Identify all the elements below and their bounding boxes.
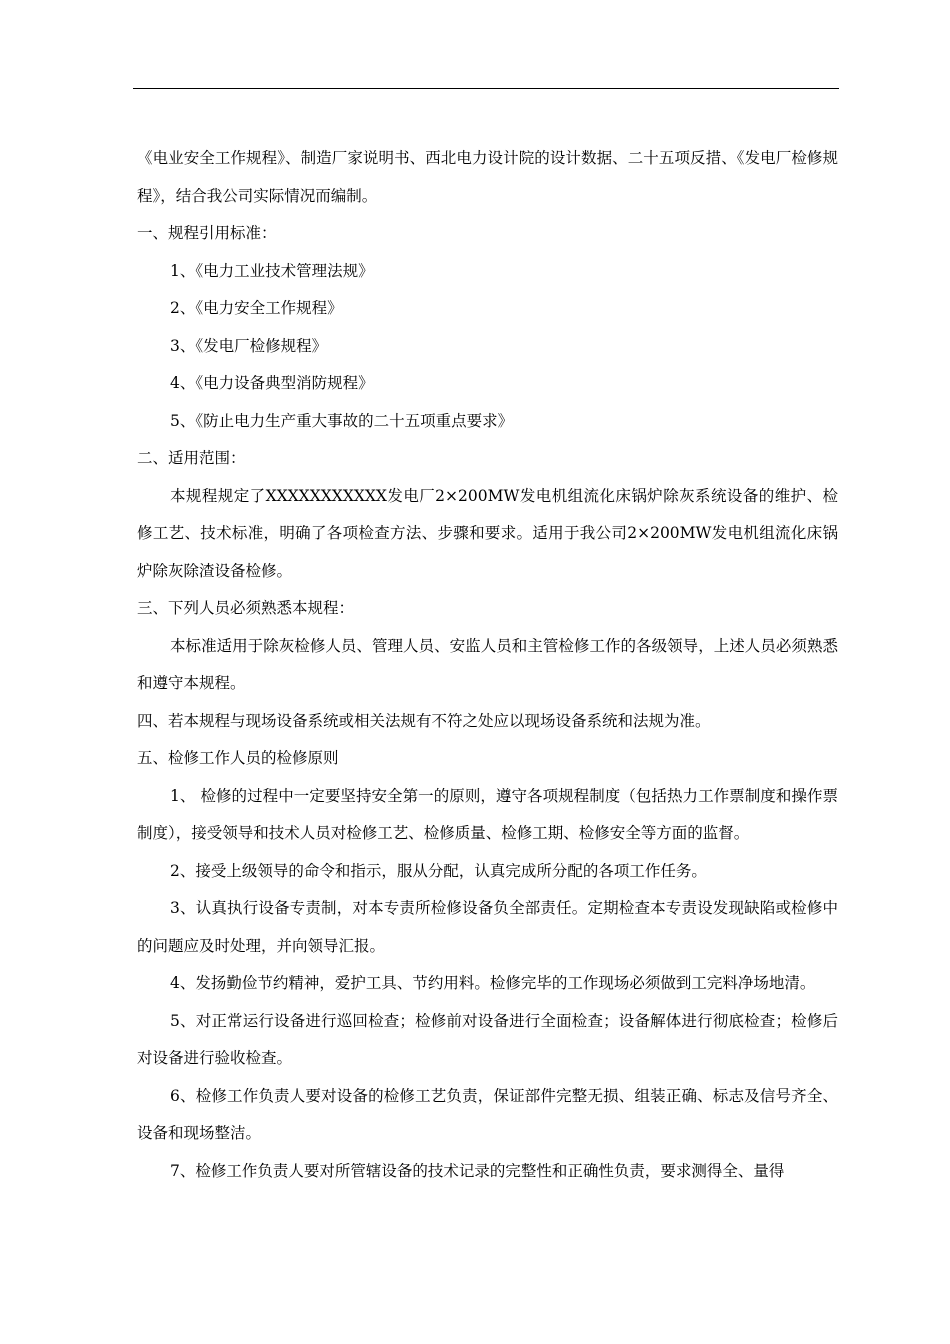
section-heading: 二、适用范围： <box>137 449 246 467</box>
section-heading: 一、规程引用标准： <box>137 224 277 242</box>
paragraph: 本规程规定了XXXXXXXXXXX发电厂2×200MW发电机组流化床锅炉除灰系统设备的维护、检修工艺、技术标准，明确了各项检查方法、步骤和要求。适用于我公司2×200MW发电机组流化床锅炉除灰除渣设备检修。 <box>137 486 838 580</box>
header-rule <box>133 88 839 89</box>
paragraph: 《电业安全工作规程》、制造厂家说明书、西北电力设计院的设计数据、二十五项反措、《发电厂检修规程》，结合我公司实际情况而编制。 <box>137 149 838 205</box>
list-item: 4、发扬勤俭节约精神，爱护工具、节约用料。检修完毕的工作现场必须做到工完料净场地清。 <box>170 974 816 992</box>
paragraph: 本标准适用于除灰检修人员、管理人员、安监人员和主管检修工作的各级领导，上述人员必须熟悉和遵守本规程。 <box>137 636 838 692</box>
list-item: 5、《防止电力生产重大事故的二十五项重点要求》 <box>170 411 514 430</box>
list-item: 7、检修工作负责人要对所管辖设备的技术记录的完整性和正确性负责，要求测得全、量得 <box>170 1161 785 1180</box>
list-item: 1、《电力工业技术管理法规》 <box>170 261 374 280</box>
list-item: 6、检修工作负责人要对设备的检修工艺负责，保证部件完整无损、组装正确、标志及信号齐全、设备和现场整洁。 <box>137 1086 838 1142</box>
section-heading: 三、下列人员必须熟悉本规程： <box>137 599 355 617</box>
list-item: 2、《电力安全工作规程》 <box>170 299 343 317</box>
list-item: 2、接受上级领导的命令和指示，服从分配，认真完成所分配的各项工作任务。 <box>170 861 707 880</box>
list-item: 4、《电力设备典型消防规程》 <box>170 374 374 392</box>
section-heading: 四、若本规程与现场设备系统或相关法规有不符之处应以现场设备系统和法规为准。 <box>137 711 711 730</box>
list-item: 3、《发电厂检修规程》 <box>170 336 328 355</box>
section-heading: 五、检修工作人员的检修原则 <box>137 749 339 767</box>
document-body <box>137 140 838 1190</box>
list-item: 1、 检修的过程中一定要坚持安全第一的原则，遵守各项规程制度（包括热力工作票制度和操作票制度），接受领导和技术人员对检修工艺、检修质量、检修工期、检修安全等方面的监督。 <box>137 786 838 842</box>
list-item: 3、认真执行设备专责制，对本专责所检修设备负全部责任。定期检查本专责设发现缺陷或检修中的问题应及时处理，并向领导汇报。 <box>137 899 838 955</box>
list-item: 5、对正常运行设备进行巡回检查；检修前对设备进行全面检查；设备解体进行彻底检查；检修后对设备进行验收检查。 <box>137 1011 838 1067</box>
